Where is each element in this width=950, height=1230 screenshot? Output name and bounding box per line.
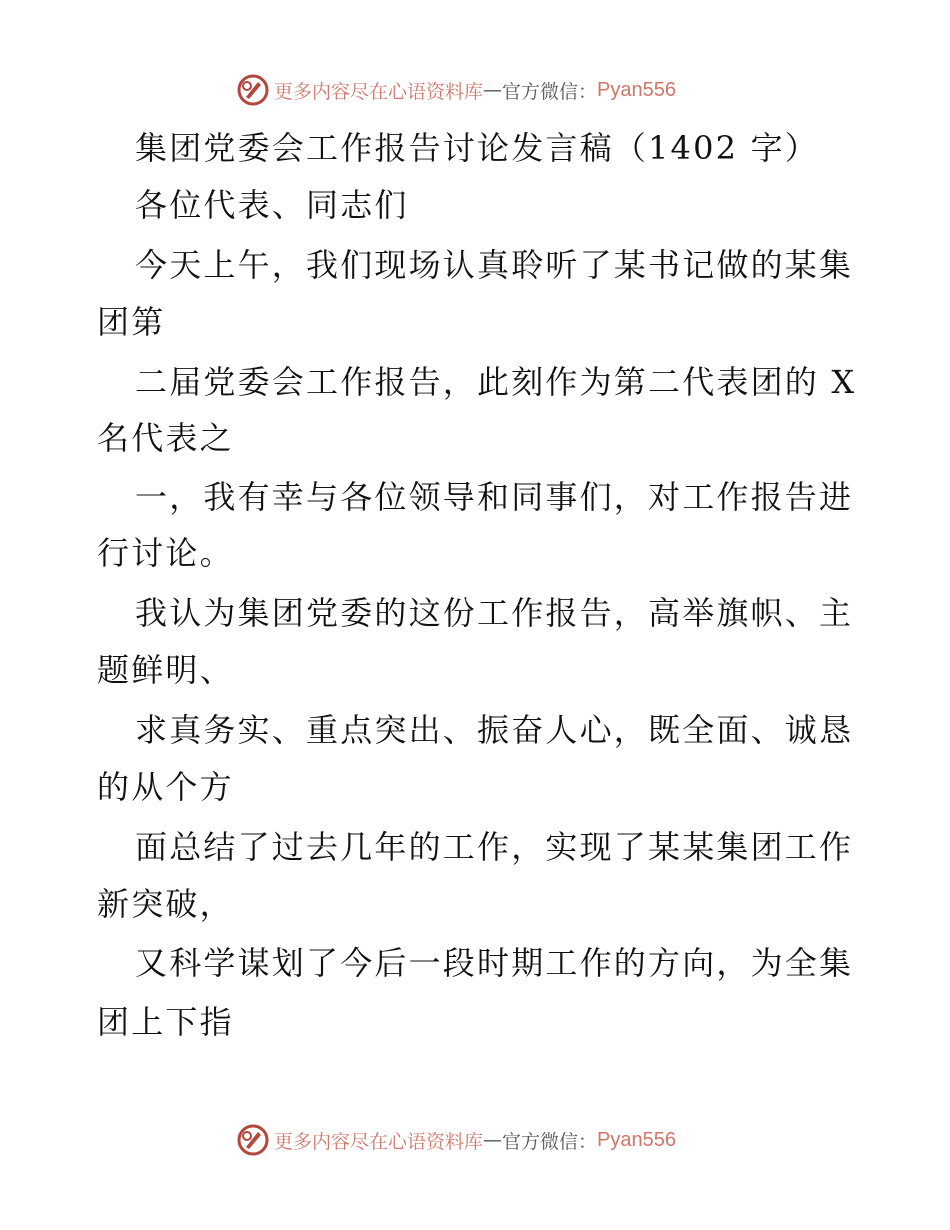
pen-logo-icon (236, 73, 270, 107)
text-line: 行讨论。 (97, 534, 234, 572)
text-line: 求真务实、重点突出、振奋人心，既全面、诚恳 (135, 711, 854, 749)
text-line: 我认为集团党委的这份工作报告，高举旗帜、主 (135, 594, 854, 632)
watermark-text: 更多内容尽在心语资料库 (274, 1130, 484, 1153)
text-line: 又科学谋划了今后一段时期工作的方向，为全集 (135, 944, 854, 982)
watermark-footer (236, 1122, 676, 1158)
text-line: 今天上午，我们现场认真聆听了某书记做的某集 (135, 246, 854, 284)
document-title: 集团党委会工作报告讨论发言稿（1402 字） (135, 129, 820, 167)
text-line: 各位代表、同志们 (135, 186, 409, 224)
text-line: 一，我有幸与各位领导和同事们，对工作报告进 (135, 478, 854, 516)
text-line: 面总结了过去几年的工作，实现了某某集团工作 (135, 828, 854, 866)
watermark-wechat-label: 官方微信： (502, 80, 598, 103)
watermark-dash: — (483, 79, 503, 101)
watermark-header (236, 72, 676, 108)
text-line: 二届党委会工作报告，此刻作为第二代表团的 X (135, 363, 857, 401)
text-line: 题鲜明、 (97, 651, 234, 689)
watermark-dash: — (483, 1129, 503, 1151)
watermark-text: 更多内容尽在心语资料库 (274, 80, 484, 103)
text-line: 名代表之 (97, 419, 234, 457)
pen-logo-icon (236, 1123, 270, 1157)
text-line: 的从个方 (97, 768, 234, 806)
text-line: 新突破， (97, 885, 234, 923)
text-line: 团上下指 (97, 1003, 234, 1041)
text-line: 团第 (97, 303, 166, 341)
watermark-wechat-label: 官方微信： (502, 1130, 598, 1153)
watermark-wechat-id: Pyan556 (597, 78, 676, 101)
watermark-wechat-id: Pyan556 (597, 1128, 676, 1151)
